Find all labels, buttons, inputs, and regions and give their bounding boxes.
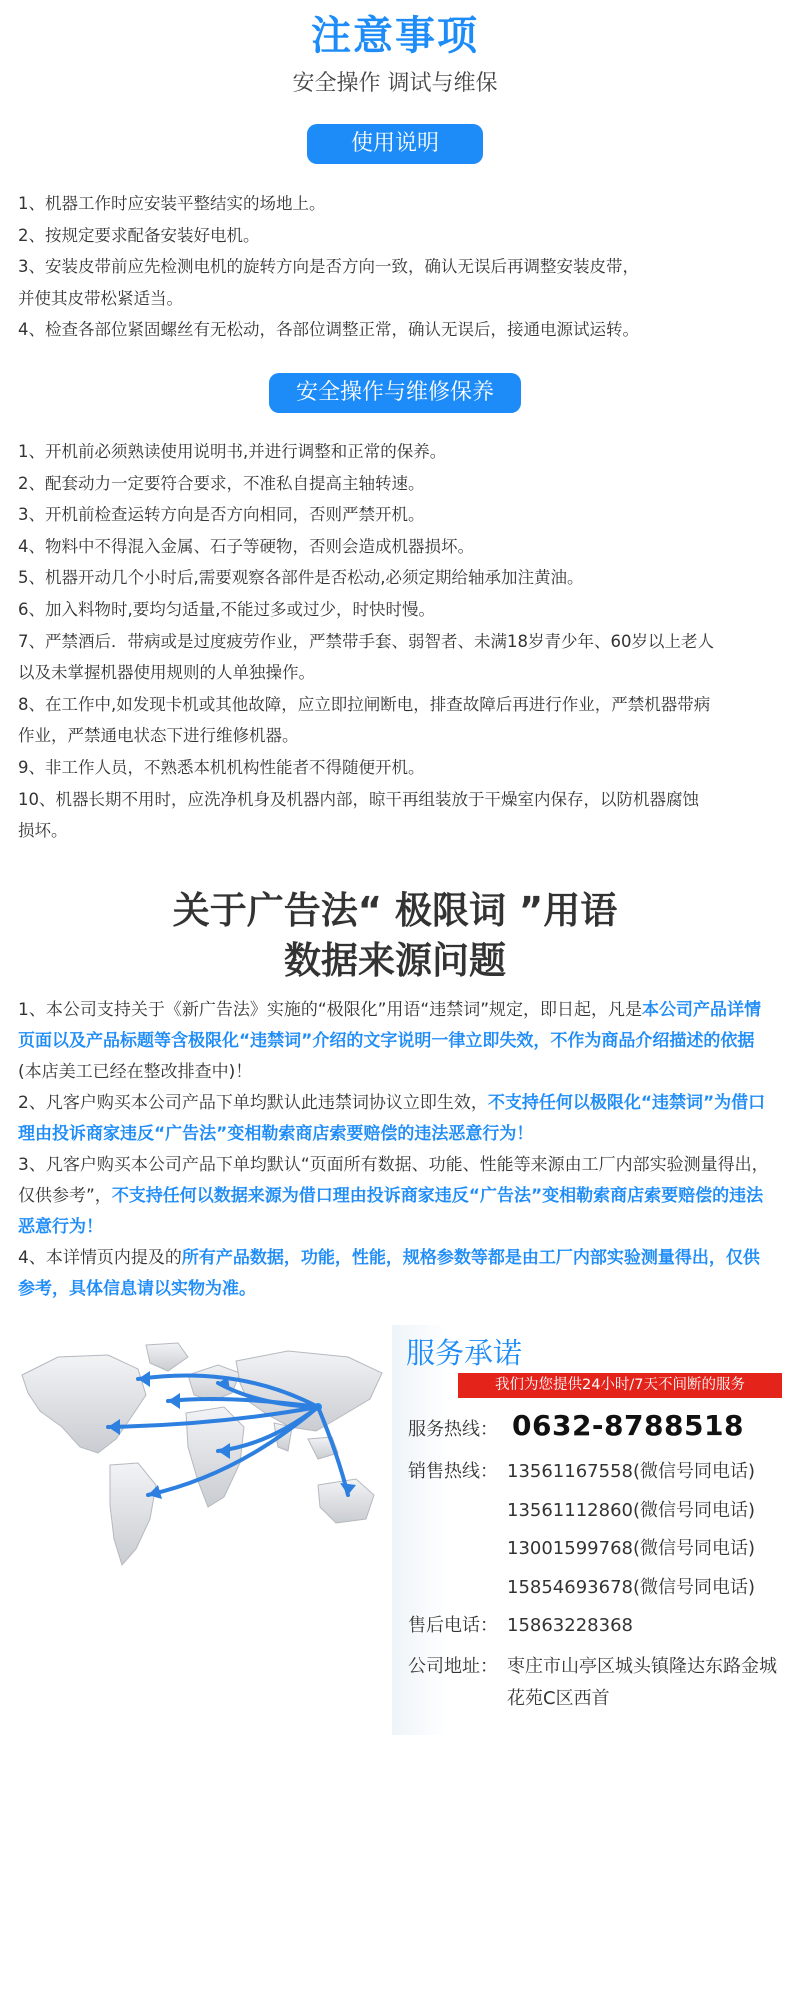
safety-list	[18, 436, 780, 847]
ad-notice-title	[0, 886, 790, 986]
hotline-number: 0632-8788518	[512, 1409, 744, 1442]
sales-phone: 15854693678(微信号同电话)	[507, 1576, 756, 1598]
ad-notice-title-line1: 关于广告法“ 极限词 ”用语	[172, 889, 618, 932]
safety-item: 8、在工作中,如发现卡机或其他故障，应立即拉闸断电，排查故障后再进行作业，严禁机器带病	[18, 694, 711, 714]
world-map-icon	[18, 1335, 388, 1575]
ad-highlight: 所有产品数据，功能，性能，规格参数等都是由工厂内部实验测量得出，仅供参考，具体信息请以实物为准。	[18, 1248, 760, 1299]
ad-text: (本店美工已经在整改排查中)！	[18, 1062, 253, 1082]
safety-item: 损坏。	[18, 821, 68, 841]
ad-notice-body	[18, 995, 776, 1305]
world-map-illustration	[18, 1335, 388, 1575]
usage-item: 2、按规定要求配备安装好电机。	[18, 225, 260, 245]
safety-item: 3、开机前检查运转方向是否方向相同，否则严禁开机。	[18, 505, 425, 525]
ad-highlight: 不支持任何以数据来源为借口理由投诉商家违反“广告法”变相勒索商店索要赔偿的违法恶意行为！	[18, 1186, 764, 1237]
ad-notice-paragraph	[18, 1150, 776, 1243]
after-sales-phone: 15863228368	[507, 1615, 633, 1636]
service-title: 服务承诺	[406, 1336, 523, 1370]
usage-heading: 使用说明	[307, 124, 483, 164]
ad-text: 3、凡客户购买本公司产品下单均默认“页面所有数据、功能、性能等来源由工厂内部实验测量得出，仅供参考”，	[18, 1155, 769, 1206]
safety-item: 1、开机前必须熟读使用说明书,并进行调整和正常的保养。	[18, 442, 447, 461]
safety-item: 5、机器开动几个小时后,需要观察各部件是否松动,必须定期给轴承加注黄油。	[18, 568, 584, 588]
page-subtitle: 安全操作 调试与维保	[292, 71, 498, 96]
safety-item: 4、物料中不得混入金属、石子等硬物，否则会造成机器损坏。	[18, 536, 474, 556]
safety-item: 作业，严禁通电状态下进行维修机器。	[18, 726, 299, 746]
page-title: 注意事项	[311, 13, 479, 59]
ad-notice-paragraph	[18, 1243, 776, 1305]
safety-item: 以及未掌握机器使用规则的人单独操作。	[18, 663, 315, 683]
usage-item: 3、安装皮带前应先检测电机的旋转方向是否方向一致，确认无误后再调整安装皮带，	[18, 257, 639, 277]
sales-phone: 13001599768(微信号同电话)	[507, 1538, 756, 1559]
usage-item: 1、机器工作时应安装平整结实的场地上。	[18, 194, 326, 213]
safety-item: 9、非工作人员，不熟悉本机机构性能者不得随便开机。	[18, 757, 425, 777]
ad-text: 4、本详情页内提及的	[18, 1248, 182, 1268]
ad-highlight: 不支持任何以极限化“违禁词”为借口理由投诉商家违反“广告法”变相勒索商店索要赔偿的违法恶意行为！	[18, 1093, 766, 1144]
safety-item: 6、加入料物时,要均匀适量,不能过多或过少，时快时慢。	[18, 599, 435, 619]
service-panel	[392, 1325, 790, 1735]
ad-notice-title-line2: 数据来源问题	[284, 939, 506, 982]
safety-item: 7、严禁酒后．带病或是过度疲劳作业，严禁带手套、弱智者、未满18岁青少年、60岁以上老人	[18, 631, 714, 651]
safety-item: 2、配套动力一定要符合要求，不准私自提高主轴转速。	[18, 473, 425, 493]
safety-heading: 安全操作与维修保养	[269, 373, 521, 413]
address-label: 公司地址：	[408, 1656, 498, 1677]
usage-item: 并使其皮带松紧适当。	[18, 288, 183, 308]
ad-text: 2、凡客户购买本公司产品下单均默认此违禁词协议立即生效，	[18, 1093, 488, 1113]
ad-highlight: 本公司产品详情页面以及产品标题等含极限化“违禁词”介绍的文字说明一律立即失效，不作为商品介绍描述的依据	[18, 1000, 762, 1051]
hotline-label: 服务热线：	[408, 1419, 498, 1440]
service-banner: 我们为您提供24小时/7天不间断的服务	[458, 1373, 782, 1398]
ad-notice-paragraph	[18, 995, 776, 1088]
usage-item: 4、检查各部位紧固螺丝有无松动，各部位调整正常，确认无误后，接通电源试运转。	[18, 320, 639, 340]
sales-phone: 13561167558(微信号同电话)	[507, 1461, 756, 1482]
usage-list	[18, 188, 780, 346]
sales-phone-list	[507, 1453, 755, 1607]
after-sales-label: 售后电话：	[408, 1615, 498, 1636]
sales-phone: 13561112860(微信号同电话)	[507, 1499, 756, 1521]
company-address: 枣庄市山亭区城头镇隆达东路金城花苑C区西首	[507, 1656, 777, 1709]
ad-notice-paragraph	[18, 1088, 776, 1150]
ad-text: 1、本公司支持关于《新广告法》实施的“极限化”用语“违禁词”规定，即日起，凡是	[18, 1000, 643, 1020]
safety-item: 10、机器长期不用时，应洗净机身及机器内部，晾干再组装放于干燥室内保存，以防机器腐蚀	[18, 789, 699, 809]
sales-label: 销售热线：	[408, 1461, 498, 1482]
